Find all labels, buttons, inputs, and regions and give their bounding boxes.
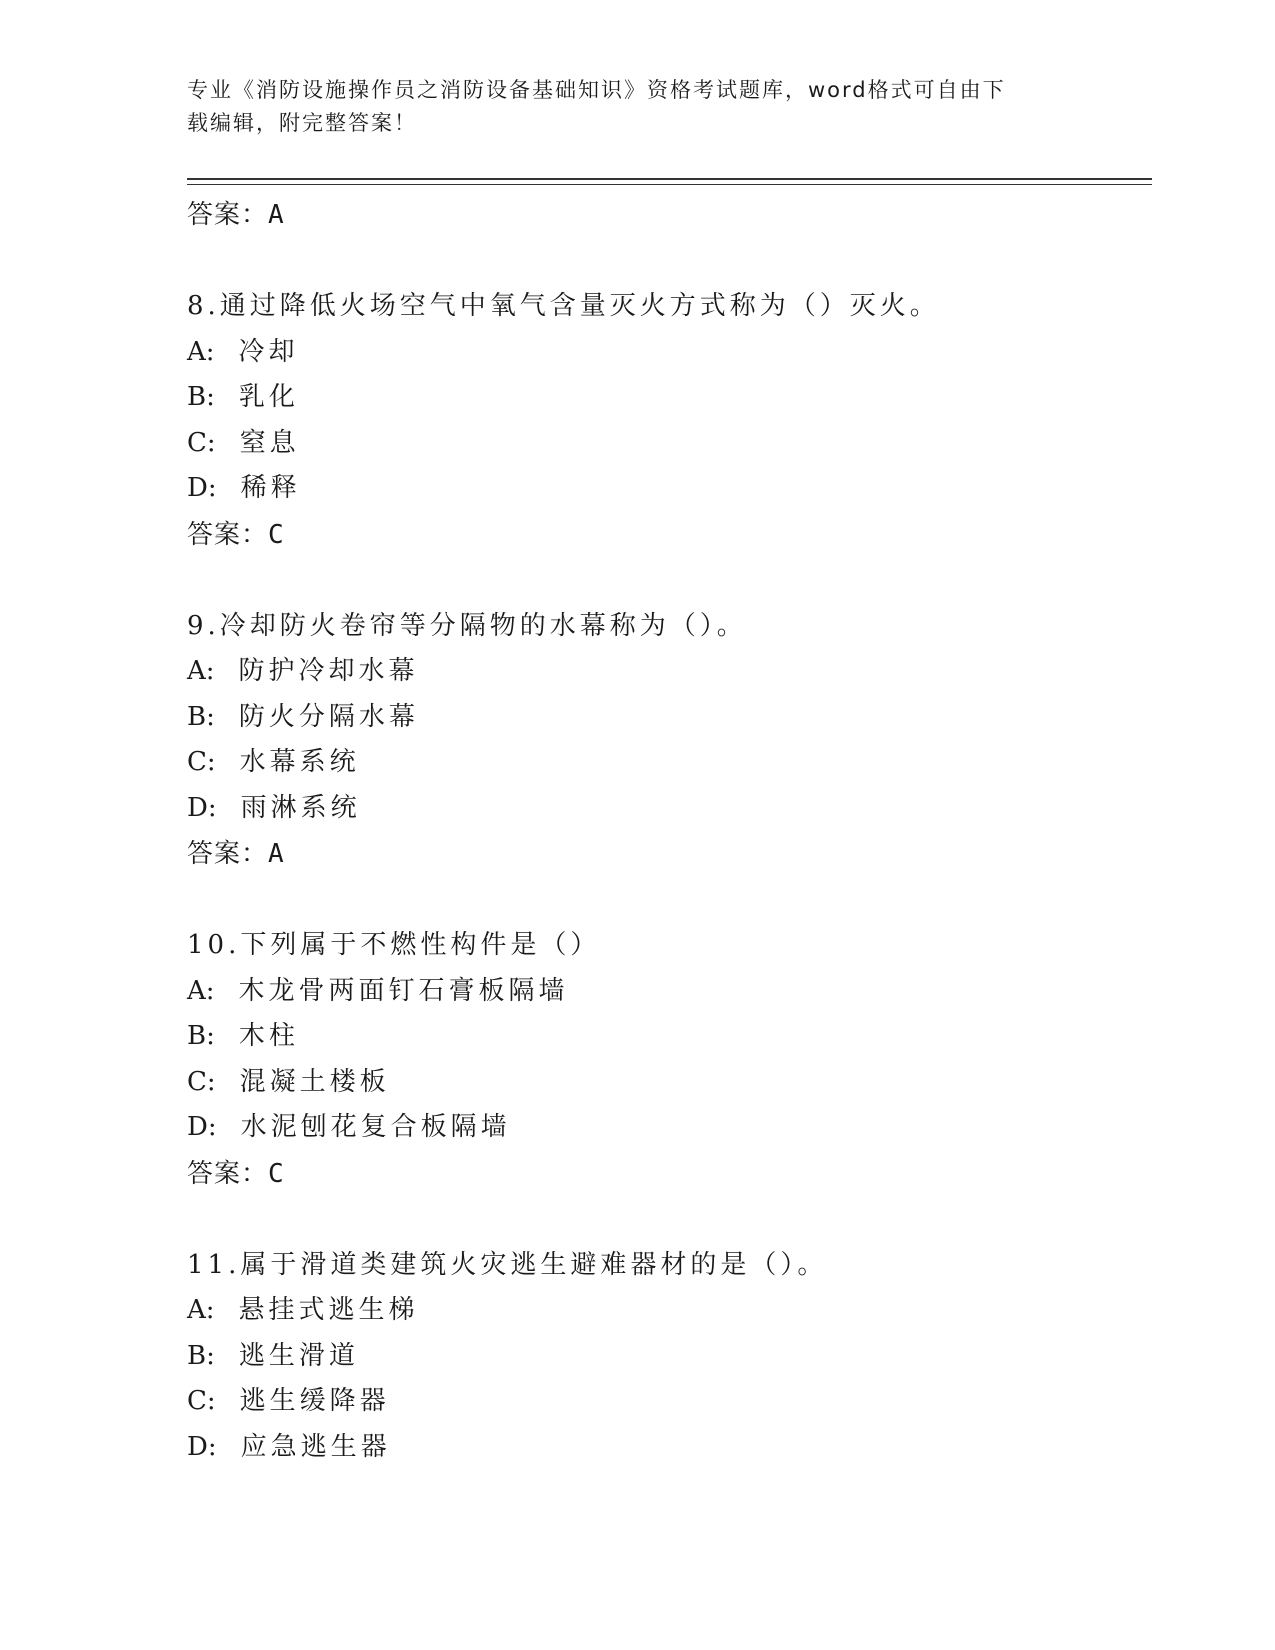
option-letter: C: xyxy=(187,1386,216,1416)
option-text: 混凝土楼板 xyxy=(239,1066,390,1097)
option-letter: D: xyxy=(187,473,217,503)
answer-line xyxy=(187,192,1152,238)
document-header xyxy=(187,74,1087,140)
option-text: 防火分隔水幕 xyxy=(238,701,419,732)
question-item xyxy=(187,923,1152,1197)
option-text: 悬挂式逃生梯 xyxy=(238,1295,419,1325)
question-text: 9.冷却防火卷帘等分隔物的水幕称为（）。 xyxy=(187,610,747,641)
option-text: 冷却 xyxy=(238,336,299,367)
option-letter: C: xyxy=(187,427,216,458)
option-a xyxy=(187,969,1152,1015)
option-text: 雨淋系统 xyxy=(240,792,361,823)
option-c xyxy=(187,421,1152,467)
answer-line xyxy=(187,1151,1152,1197)
option-letter: C: xyxy=(187,747,216,777)
question-item xyxy=(187,284,1152,558)
option-text: 防护冷却水幕 xyxy=(238,656,419,686)
option-text: 应急逃生器 xyxy=(240,1431,391,1462)
option-b xyxy=(187,695,1152,741)
option-text: 木龙骨两面钉石膏板隔墙 xyxy=(238,975,569,1006)
option-text: 木柱 xyxy=(238,1021,299,1051)
option-letter: D: xyxy=(187,1112,217,1142)
option-letter: B: xyxy=(187,1340,215,1371)
answer-label: 答案： xyxy=(187,200,269,230)
option-b xyxy=(187,1014,1152,1060)
answer-line xyxy=(187,831,1152,877)
option-b xyxy=(187,1334,1152,1380)
option-letter: A: xyxy=(187,336,215,367)
header-line-2: 载编辑，附完整答案！ xyxy=(187,111,417,135)
option-letter: B: xyxy=(187,382,215,412)
option-c xyxy=(187,1060,1152,1106)
question-text: 10.下列属于不燃性构件是（） xyxy=(187,930,601,960)
question-text: 11.属于滑道类建筑火灾逃生避难器材的是（）。 xyxy=(187,1249,828,1280)
option-a xyxy=(187,330,1152,376)
option-a xyxy=(187,1288,1152,1334)
header-divider-thick xyxy=(187,178,1152,180)
header-line-1: 专业《消防设施操作员之消防设备基础知识》资格考试题库，word格式可自由下 xyxy=(187,78,1006,102)
option-text: 水幕系统 xyxy=(239,747,360,777)
option-d xyxy=(187,1105,1152,1151)
option-text: 水泥刨花复合板隔墙 xyxy=(240,1112,511,1142)
option-letter: D: xyxy=(187,792,217,823)
question-list xyxy=(187,188,1152,1470)
answer-line xyxy=(187,512,1152,558)
option-a xyxy=(187,649,1152,695)
answer-value: C xyxy=(268,519,285,550)
option-b xyxy=(187,375,1152,421)
option-letter: B: xyxy=(187,1021,215,1051)
question-item xyxy=(187,604,1152,878)
option-text: 逃生缓降器 xyxy=(239,1386,390,1416)
option-c xyxy=(187,1379,1152,1425)
option-letter: A: xyxy=(187,656,215,686)
question-item xyxy=(187,1243,1152,1471)
option-c xyxy=(187,740,1152,786)
option-text: 稀释 xyxy=(240,473,301,503)
answer-value: A xyxy=(268,839,285,869)
option-d xyxy=(187,1425,1152,1471)
option-text: 逃生滑道 xyxy=(238,1340,359,1371)
answer-label: 答案： xyxy=(187,839,269,869)
option-text: 乳化 xyxy=(238,382,299,412)
answer-value: C xyxy=(268,1158,285,1189)
answer-label: 答案： xyxy=(187,519,269,550)
option-letter: D: xyxy=(187,1431,217,1462)
answer-value: A xyxy=(268,200,285,230)
question-text: 8.通过降低火场空气中氧气含量灭火方式称为（）灭火。 xyxy=(187,291,940,321)
option-text: 窒息 xyxy=(239,427,300,458)
option-letter: C: xyxy=(187,1066,216,1097)
option-d xyxy=(187,466,1152,512)
option-letter: B: xyxy=(187,701,215,732)
option-letter: A: xyxy=(187,975,215,1006)
option-d xyxy=(187,786,1152,832)
option-letter: A: xyxy=(187,1295,215,1325)
answer-label: 答案： xyxy=(187,1158,269,1189)
header-divider-thin xyxy=(187,184,1152,185)
